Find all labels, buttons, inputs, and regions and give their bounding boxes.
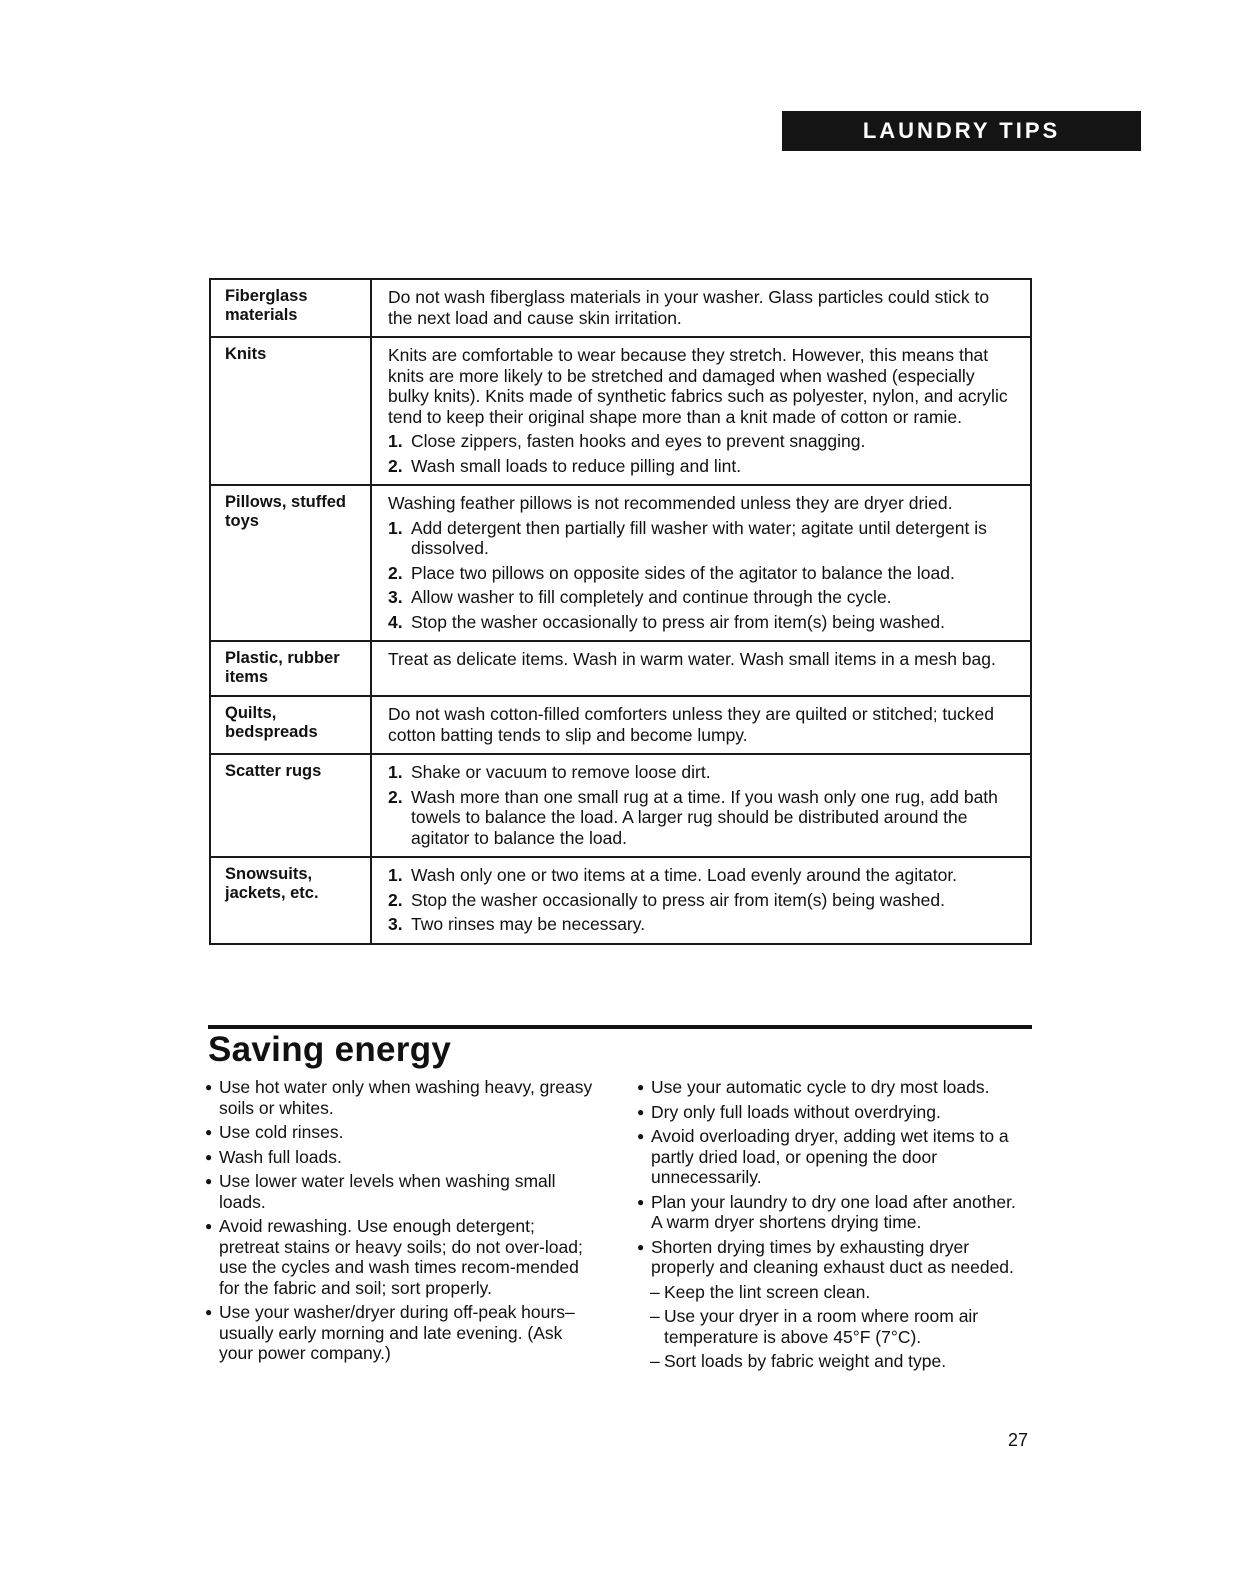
- bullet-icon: ●: [205, 1174, 213, 1188]
- step-text: Allow washer to fill completely and continue through the cycle.: [411, 587, 892, 607]
- tip-text: Treat as delicate items. Wash in warm water. Wash small items in a mesh bag.: [388, 649, 996, 669]
- tip-step: [388, 518, 1018, 559]
- tip-label: Quilts, bedspreads: [210, 696, 371, 754]
- bullet-text: Plan your laundry to dry one load after another. A warm dryer shortens drying time.: [651, 1191, 1016, 1232]
- bullet-icon: ●: [205, 1125, 213, 1139]
- sub-text: Use your dryer in a room where room air temperature is above 45°F (7°C).: [664, 1306, 979, 1347]
- bullet-item: [637, 1192, 1027, 1233]
- bullet-text: Use your automatic cycle to dry most loads.: [651, 1077, 990, 1097]
- tip-row: [210, 337, 1031, 485]
- tip-description: [371, 279, 1031, 337]
- tip-text: Do not wash cotton-filled comforters unless they are quilted or stitched; tucked cotton batting tends to slip and become lumpy.: [388, 704, 994, 745]
- bullet-item: [205, 1077, 595, 1118]
- bullet-text: Use hot water only when washing heavy, greasy soils or whites.: [219, 1077, 593, 1118]
- bullet-text: Dry only full loads without overdrying.: [651, 1101, 941, 1122]
- bullet-icon: ●: [205, 1305, 213, 1319]
- bullet-icon: ●: [637, 1194, 645, 1209]
- tip-label: Plastic, rubber items: [210, 641, 371, 696]
- tip-text: Washing feather pillows is not recommended unless they are dryer dried.: [388, 493, 953, 513]
- tip-steps: [388, 518, 1018, 633]
- bullet-item: [637, 1077, 1027, 1098]
- tip-row: [210, 485, 1031, 641]
- sub-item: [650, 1351, 1027, 1372]
- laundry-tips-table: [209, 278, 1032, 945]
- step-number: 1.: [388, 762, 403, 782]
- sub-item: [650, 1282, 1027, 1303]
- tip-steps: [388, 762, 1018, 848]
- step-text: Stop the washer occasionally to press air from item(s) being washed.: [411, 889, 945, 910]
- step-number: 1.: [388, 865, 403, 885]
- tip-label: Snowsuits, jackets, etc.: [210, 857, 371, 944]
- tip-row: [210, 754, 1031, 857]
- tip-row: [210, 696, 1031, 754]
- step-text: Wash only one or two items at a time. Load evenly around the agitator.: [411, 865, 958, 885]
- step-number: 2.: [388, 562, 403, 583]
- tip-description: [371, 754, 1031, 857]
- bullet-item: [205, 1171, 595, 1212]
- dash-icon: –: [650, 1351, 660, 1371]
- saving-right-column: [637, 1077, 1027, 1376]
- sub-text: Keep the lint screen clean.: [664, 1281, 871, 1302]
- step-text: Two rinses may be necessary.: [411, 914, 646, 934]
- bullet-item: [205, 1122, 595, 1143]
- step-number: 2.: [388, 455, 403, 476]
- step-number: 3.: [388, 914, 403, 934]
- saving-left-column: [205, 1077, 595, 1368]
- sub-item: [650, 1306, 1027, 1347]
- tip-row: [210, 641, 1031, 696]
- tip-label: Pillows, stuffed toys: [210, 485, 371, 641]
- bullet-icon: ●: [637, 1239, 645, 1254]
- tip-step: [388, 914, 1018, 935]
- page-number: 27: [1008, 1430, 1029, 1450]
- tip-step: [388, 762, 1018, 783]
- tip-row: [210, 279, 1031, 337]
- bullet-text: Avoid overloading dryer, adding wet items to a partly dried load, or opening the door unnecessarily.: [651, 1126, 1009, 1187]
- bullet-item: [637, 1126, 1027, 1188]
- tip-description: [371, 857, 1031, 944]
- tip-step: [388, 587, 1018, 608]
- bullet-item: [637, 1102, 1027, 1123]
- tip-row: [210, 857, 1031, 944]
- step-text: Close zippers, fasten hooks and eyes to prevent snagging.: [411, 431, 866, 451]
- bullet-icon: ●: [637, 1080, 645, 1094]
- bullet-item: [205, 1216, 595, 1298]
- sub-text: Sort loads by fabric weight and type.: [664, 1351, 947, 1371]
- bullet-text: Use your washer/dryer during off-peak hours–usually early morning and late evening. (Ask your power company.): [219, 1302, 575, 1363]
- step-text: Place two pillows on opposite sides of the agitator to balance the load.: [411, 562, 955, 583]
- tip-label: Fiberglass materials: [210, 279, 371, 337]
- tip-steps: [388, 865, 1018, 935]
- bullet-item: [205, 1302, 595, 1364]
- step-number: 3.: [388, 587, 403, 607]
- bullet-icon: ●: [637, 1104, 645, 1119]
- bullet-text: Use lower water levels when washing small loads.: [219, 1171, 556, 1212]
- tip-description: [371, 337, 1031, 485]
- step-text: Shake or vacuum to remove loose dirt.: [411, 762, 711, 782]
- step-text: Wash small loads to reduce pilling and lint.: [411, 455, 742, 476]
- tip-steps: [388, 431, 1018, 476]
- section-divider: [208, 1025, 1032, 1029]
- step-number: 1.: [388, 517, 403, 538]
- step-text: Wash more than one small rug at a time. If you wash only one rug, add bath towels to balance the load. A larger rug should be distributed around the agitator to balance the load.: [411, 786, 998, 848]
- bullet-text: Use cold rinses.: [219, 1122, 344, 1142]
- tip-description: [371, 696, 1031, 754]
- bullet-icon: ●: [205, 1149, 213, 1164]
- tip-step: [388, 456, 1018, 477]
- tip-step: [388, 890, 1018, 911]
- bullet-item: [637, 1237, 1027, 1278]
- dash-icon: –: [650, 1306, 660, 1326]
- tip-label: Knits: [210, 337, 371, 485]
- tip-step: [388, 612, 1018, 633]
- tip-text: Do not wash fiberglass materials in your washer. Glass particles could stick to the next load and cause skin irritation.: [388, 287, 990, 328]
- section-banner: LAUNDRY TIPS: [782, 111, 1141, 151]
- bullet-icon: ●: [637, 1129, 645, 1143]
- step-text: Stop the washer occasionally to press air from item(s) being washed.: [411, 611, 945, 632]
- bullet-item: [205, 1147, 595, 1168]
- dash-icon: –: [650, 1281, 660, 1302]
- bullet-icon: ●: [205, 1080, 213, 1094]
- bullet-icon: ●: [205, 1219, 213, 1233]
- tip-step: [388, 563, 1018, 584]
- section-title: Saving energy: [208, 1030, 452, 1069]
- tip-step: [388, 865, 1018, 886]
- tip-text: Knits are comfortable to wear because they stretch. However, this means that knits are more likely to be stretched and damaged when washed (especially bulky knits). Knits made of synthetic fabrics such as polyester, nylon, and acrylic tend to keep their original shape more than a knit made of cotton or ramie.: [388, 345, 1008, 427]
- step-number: 2.: [388, 786, 403, 807]
- step-number: 4.: [388, 611, 403, 632]
- bullet-text: Avoid rewashing. Use enough detergent; pretreat stains or heavy soils; do not over-load; use the cycles and wash times recom-mended for the fabric and soil; sort properly.: [219, 1216, 583, 1298]
- tip-step: [388, 787, 1018, 849]
- bullet-text: Shorten drying times by exhausting dryer properly and cleaning exhaust duct as needed.: [651, 1236, 1014, 1277]
- step-text: Add detergent then partially fill washer with water; agitate until detergent is dissolved.: [411, 517, 987, 558]
- tip-step: [388, 431, 1018, 452]
- bullet-text: Wash full loads.: [219, 1146, 342, 1167]
- step-number: 2.: [388, 889, 403, 910]
- tip-description: [371, 485, 1031, 641]
- tip-label: Scatter rugs: [210, 754, 371, 857]
- tip-description: [371, 641, 1031, 696]
- step-number: 1.: [388, 431, 403, 451]
